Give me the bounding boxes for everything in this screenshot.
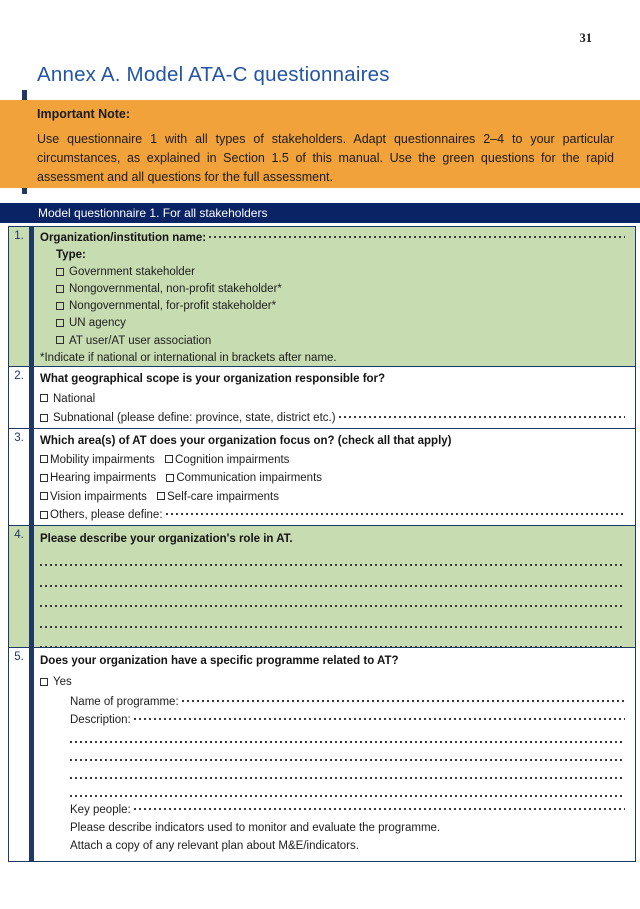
answer-line[interactable] [40, 591, 627, 612]
question-text-4: Please describe your organization's role in AT. [40, 533, 293, 545]
question-number-1: 1. [14, 230, 24, 242]
question-text-2: What geographical scope is your organization responsible for? [40, 373, 386, 385]
checkbox-government[interactable] [56, 268, 64, 276]
questionnaire-table [8, 226, 636, 862]
checkbox-ngo-forprofit[interactable] [56, 302, 64, 310]
option-label: Yes [53, 676, 72, 688]
field-label-key-people: Key people: [70, 804, 131, 816]
answer-line[interactable] [70, 855, 627, 861]
question-row-1 [9, 227, 635, 366]
checkbox-others[interactable] [40, 511, 48, 519]
option-label: Nongovernmental, for-profit stakeholder* [69, 300, 277, 313]
note-heading: Important Note: [37, 107, 131, 121]
option-label: National [53, 392, 96, 405]
answer-line[interactable] [70, 729, 627, 747]
field-label-description: Description: [70, 714, 131, 726]
checkbox-mobility[interactable] [40, 455, 48, 463]
option-label: UN agency [69, 317, 126, 330]
answer-line[interactable] [70, 747, 627, 765]
question-text-5: Does your organization have a specific programme related to AT? [40, 655, 399, 667]
attach-note: Attach a copy of any relevant plan about M&E/indicators. [70, 840, 359, 852]
indicators-note: Please describe indicators used to monitor and evaluate the programme. [70, 822, 441, 834]
checkbox-cognition[interactable] [165, 455, 173, 463]
checkbox-vision[interactable] [40, 492, 48, 500]
option-label: Mobility impairments [50, 453, 155, 466]
type-label: Type: [56, 249, 86, 262]
option-label: Others, please define: [50, 509, 163, 522]
question-number-4: 4. [14, 529, 24, 541]
answer-line[interactable] [40, 632, 627, 648]
question-number-2: 2. [14, 370, 24, 382]
option-label: Cognition impairments [175, 453, 290, 466]
checkbox-yes[interactable] [40, 678, 48, 686]
option-label: Self-care impairments [167, 490, 279, 503]
question-text-3: Which area(s) of AT does your organization focus on? (check all that apply) [40, 435, 452, 447]
option-label: Government stakeholder [69, 266, 195, 279]
page-number: 31 [579, 31, 592, 45]
question-row-3 [9, 428, 635, 525]
checkbox-at-user[interactable] [56, 336, 64, 344]
question-row-4 [9, 525, 635, 647]
answer-line[interactable] [40, 570, 627, 591]
checkbox-ngo-nonprofit[interactable] [56, 285, 64, 293]
checkbox-communication[interactable] [166, 474, 174, 482]
question-number-3: 3. [14, 432, 24, 444]
answer-line[interactable] [40, 550, 627, 571]
option-label: Hearing impairments [50, 472, 157, 485]
question-row-2 [9, 366, 635, 428]
questionnaire-title-label: Model questionnaire 1. For all stakeholders [38, 206, 268, 220]
checkbox-subnational[interactable] [40, 414, 48, 422]
note-body: Use questionnaire 1 with all types of stakeholders. Adapt questionnaires 2–4 to your particular circumstances, as explained in Section 1.5 of this manual. Use the green questions for the rapid assessment and all questions for the full assessment. [37, 132, 614, 184]
answer-line[interactable] [70, 765, 627, 783]
option-label: AT user/AT user association [69, 334, 212, 347]
question-number-5: 5. [14, 651, 24, 663]
answer-line[interactable] [40, 611, 627, 632]
checkbox-selfcare[interactable] [157, 492, 165, 500]
answer-line[interactable] [70, 783, 627, 801]
option-label: Vision impairments [50, 490, 147, 503]
footnote: *Indicate if national or international in brackets after name. [40, 351, 337, 364]
field-label-name: Name of programme: [70, 696, 179, 708]
important-note-box [0, 100, 640, 188]
checkbox-national[interactable] [40, 394, 48, 402]
page-title: Annex A. Model ATA-C questionnaires [37, 63, 390, 86]
checkbox-hearing[interactable] [40, 474, 48, 482]
option-label: Communication impairments [176, 472, 323, 485]
question-text-1: Organization/institution name: [40, 232, 207, 244]
question-row-5 [9, 647, 635, 861]
option-label: Subnational (please define: province, state, district etc.) [53, 412, 336, 424]
checkbox-un-agency[interactable] [56, 319, 64, 327]
questionnaire-title-bar [0, 203, 640, 223]
option-label: Nongovernmental, non-profit stakeholder* [69, 283, 282, 296]
